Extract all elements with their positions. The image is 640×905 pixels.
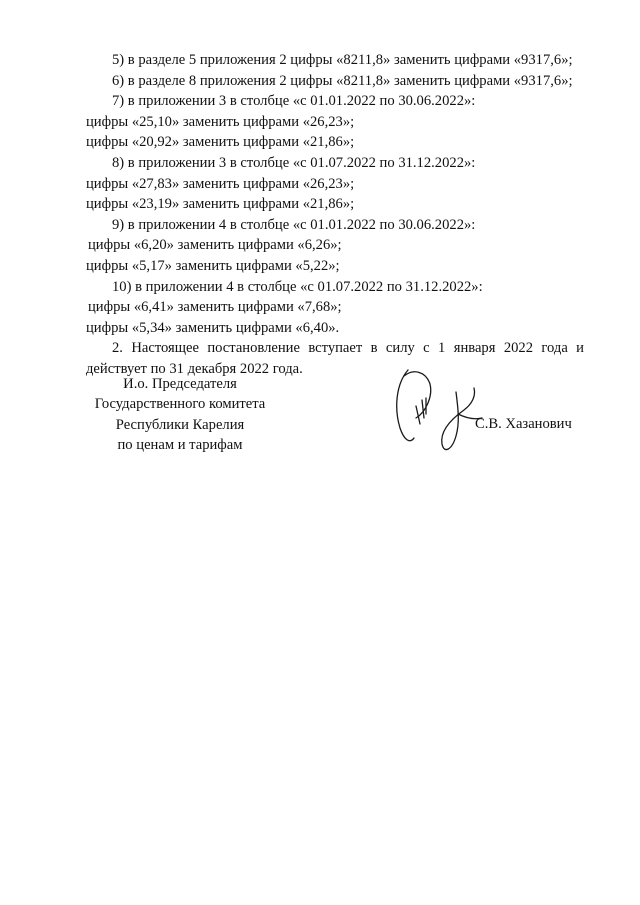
paragraph-item-9-line-1: цифры «6,20» заменить цифрами «6,26»; <box>88 237 342 254</box>
paragraph-item-5: 5) в разделе 5 приложения 2 цифры «8211,8» заменить цифрами «9317,6»; <box>112 52 573 68</box>
paragraph-item-10-line-1: цифры «6,41» заменить цифрами «7,68»; <box>88 299 342 316</box>
paragraph-item-7-line-2: цифры «20,92» заменить цифрами «21,86»; <box>86 134 355 151</box>
paragraph-item-7: 7) в приложении 3 в столбце «с 01.01.2022 по 30.06.2022»: <box>112 93 476 110</box>
signatory-title-line: Государственного комитета <box>94 396 266 413</box>
paragraph-item-10-line-2: цифры «5,34» заменить цифрами «6,40». <box>86 319 340 336</box>
paragraph-item-8: 8) в приложении 3 в столбце «с 01.07.2022 по 31.12.2022»: <box>112 154 476 171</box>
paragraph-item-9: 9) в приложении 4 в столбце «с 01.01.2022 по 30.06.2022»: <box>112 216 476 233</box>
paragraph-item-10: 10) в приложении 4 в столбце «с 01.07.2022 по 31.12.2022»: <box>112 278 483 295</box>
handwritten-signature-icon <box>386 362 496 458</box>
paragraph-item-8-line-1: цифры «27,83» заменить цифрами «26,23»; <box>86 175 355 192</box>
paragraph-item-7-line-1: цифры «25,10» заменить цифрами «26,23»; <box>86 113 355 130</box>
paragraph-item-8-line-2: цифры «23,19» заменить цифрами «21,86»; <box>86 196 355 213</box>
paragraph-effective-date: 2. Настоящее постановление вступает в силу с 1 января 2022 года и действует по 31 декабря 2022 года. <box>86 340 584 377</box>
signer-name: С.В. Хазанович <box>475 416 572 432</box>
signatory-title-line: Республики Карелия <box>115 416 245 433</box>
signatory-title-line: по ценам и тарифам <box>117 437 243 454</box>
signatory-title-line: И.о. Председателя <box>123 376 237 392</box>
paragraph-item-6: 6) в разделе 8 приложения 2 цифры «8211,8» заменить цифрами «9317,6»; <box>112 72 573 89</box>
signatory-title <box>80 374 280 456</box>
paragraph-item-9-line-2: цифры «5,17» заменить цифрами «5,22»; <box>86 257 340 274</box>
document-body <box>86 50 584 380</box>
